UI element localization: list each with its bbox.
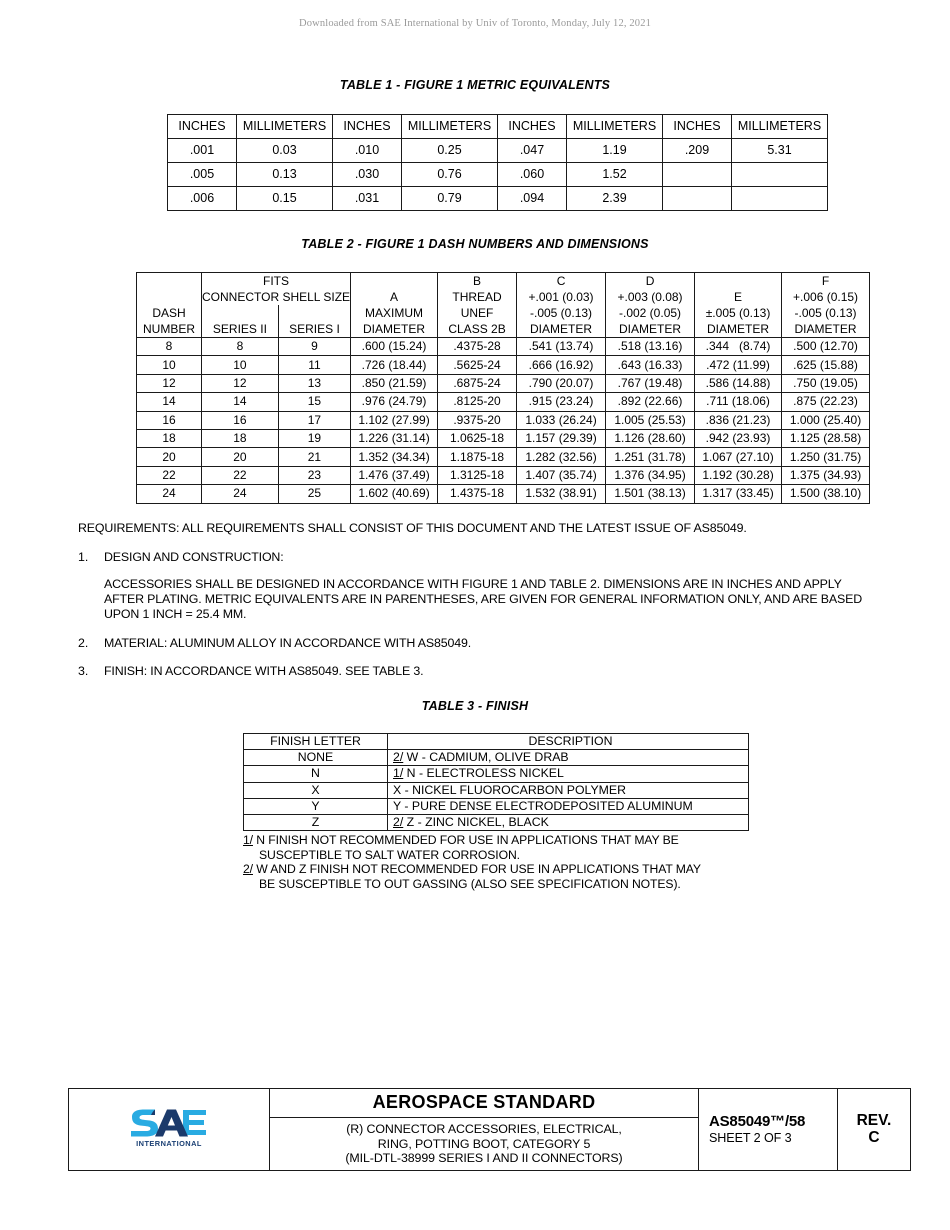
table1-header-cell: MILLIMETERS [237,115,333,139]
table2-cell: .344 (8.74) [695,338,782,356]
table-header-row [137,321,870,338]
table2-cell: 8 [202,338,279,356]
table2-header-c-line: -.005 (0.13) [517,305,606,321]
table1-title: TABLE 1 - FIGURE 1 METRIC EQUIVALENTS [339,78,611,92]
item-2-text: MATERIAL: ALUMINUM ALLOY IN ACCORDANCE WITH AS85049. [104,636,472,650]
revision-value: C [868,1129,880,1147]
table3-title: TABLE 3 - FINISH [421,699,529,713]
table1-cell: .030 [333,163,402,187]
table-row [137,374,870,392]
table2-header-series1-blank [278,305,350,321]
table2-cell: 18 [202,429,279,447]
table2-cell: 1.602 (40.69) [351,485,438,503]
footnote-1-line2: SUSCEPTIBLE TO SALT WATER CORROSION. [259,847,520,862]
table2-cell: .586 (14.88) [695,374,782,392]
table2-header-dash-line2: NUMBER [137,321,202,338]
table2-cell: 1.352 (34.34) [351,448,438,466]
table2-cell: 10 [202,356,279,374]
table3-cell-letter: X [244,782,388,798]
table2-header-e-line: ±.005 (0.13) [695,305,782,321]
table2-cell: 1.317 (33.45) [695,485,782,503]
table-row [244,766,749,782]
table2-cell: .850 (21.59) [351,374,438,392]
table1-cell: 0.15 [237,187,333,211]
table1-cell: 0.79 [402,187,498,211]
table2-header-d: D [606,273,695,290]
table2-cell: .726 (18.44) [351,356,438,374]
table2-cell: .767 (19.48) [606,374,695,392]
table2-cell: 1.102 (27.99) [351,411,438,429]
table-row [244,814,749,830]
table2-cell: 11 [278,356,350,374]
table1-header-cell: INCHES [498,115,567,139]
table2-cell: 1.476 (37.49) [351,466,438,484]
footer-table [68,1088,911,1171]
table3-cell-description [388,766,749,782]
table3-cell-letter: N [244,766,388,782]
table2-cell: 21 [278,448,350,466]
revision-label: REV. [856,1112,892,1130]
designation-cell [699,1089,838,1171]
table3-header-finish-letter: FINISH LETTER [244,734,388,750]
table-row [137,485,870,503]
table-header-row [137,289,870,305]
table2-header-a-line: MAXIMUM [351,305,438,321]
table2-cell: .790 (20.07) [517,374,606,392]
table2-container [136,272,870,504]
table2-cell: 14 [137,393,202,411]
table2-cell: .8125-20 [438,393,517,411]
table2-header-e-line: DIAMETER [695,321,782,338]
table-header-row [168,115,828,139]
table2-cell: 1.532 (38.91) [517,485,606,503]
metric-equivalents-table [167,114,828,211]
table2-cell: 20 [137,448,202,466]
standard-subtitle [270,1118,698,1170]
table1-cell: .209 [663,139,732,163]
table2-cell: 1.4375-18 [438,485,517,503]
document-designation: AS85049™/58 [709,1113,806,1131]
table1-cell [663,163,732,187]
table2-cell: 12 [137,374,202,392]
table1-cell: .060 [498,163,567,187]
footnote-text: W AND Z FINISH NOT RECOMMENDED FOR USE IN APPLICATIONS THAT MAY [252,862,701,877]
table2-cell: 20 [202,448,279,466]
table2-cell: 22 [202,466,279,484]
table-row [137,411,870,429]
table2-header-a-line: DIAMETER [351,321,438,338]
table2-cell: 19 [278,429,350,447]
table2-cell: 24 [202,485,279,503]
table-row [137,448,870,466]
table1-cell: .010 [333,139,402,163]
table2-header-c: C [517,273,606,290]
table2-header-c-line: DIAMETER [517,321,606,338]
table1-header-cell: MILLIMETERS [402,115,498,139]
table2-cell: .500 (12.70) [782,338,870,356]
item-3-number: 3. [78,664,89,678]
table2-header-series2-blank [202,305,279,321]
table2-cell: .643 (16.33) [606,356,695,374]
table1-header-cell: MILLIMETERS [567,115,663,139]
table2-header-dash-line1: DASH [137,305,202,321]
table2-header-fits: FITS [202,273,351,290]
footer-row [69,1089,911,1171]
table3-cell-letter: Y [244,798,388,814]
table2-header-d-line: -.002 (0.05) [606,305,695,321]
table2-cell: 1.192 (30.28) [695,466,782,484]
table2-cell: 13 [278,374,350,392]
footnote-marker: 2/ [243,862,253,877]
sae-logo [121,1108,217,1148]
table2-header-e [695,273,782,290]
table2-cell: .4375-28 [438,338,517,356]
table2-cell: .472 (11.99) [695,356,782,374]
table2-cell: .666 (16.92) [517,356,606,374]
table2-cell: .541 (13.74) [517,338,606,356]
table2-cell: .942 (23.93) [695,429,782,447]
table2-cell: .518 (13.16) [606,338,695,356]
table1-container [167,114,828,211]
table2-cell: 16 [202,411,279,429]
table1-cell: 2.39 [567,187,663,211]
table2-cell: 15 [278,393,350,411]
table-row [244,798,749,814]
footnote-marker: 1/ [243,833,253,847]
item-1-body-line1: ACCESSORIES SHALL BE DESIGNED IN ACCORDANCE WITH FIGURE 1 AND TABLE 2. DIMENSIONS ARE IN INCHES AND APPLY [104,577,842,591]
table-row [137,393,870,411]
table2-cell: 16 [137,411,202,429]
table-header-row [137,273,870,290]
table-row [137,466,870,484]
table2-header-e-line: E [695,289,782,305]
standard-title-cell [270,1089,699,1171]
table2-cell: 1.005 (25.53) [606,411,695,429]
table-row [137,429,870,447]
item-2-number: 2. [78,636,89,650]
table-row [137,356,870,374]
table2-cell: .976 (24.79) [351,393,438,411]
table2-header-series-i: SERIES I [278,321,350,338]
designation-inner [699,1113,837,1145]
footnote-marker: 1/ [393,766,404,781]
table2-header-f-line: -.005 (0.13) [782,305,870,321]
table2-cell: 1.407 (35.74) [517,466,606,484]
table1-cell: .047 [498,139,567,163]
table1-cell [732,163,828,187]
finish-table [243,733,749,831]
table2-cell: 24 [137,485,202,503]
table-header-row [244,734,749,750]
sae-logo-mark [127,1108,211,1138]
table1-header-cell: MILLIMETERS [732,115,828,139]
table2-cell: 10 [137,356,202,374]
table1-header-cell: INCHES [333,115,402,139]
table-row [137,338,870,356]
table2-cell: 1.501 (38.13) [606,485,695,503]
table1-cell: .094 [498,187,567,211]
table2-cell: 18 [137,429,202,447]
revision-cell [838,1089,911,1171]
table2-header-blank [137,289,202,305]
table2-cell: 17 [278,411,350,429]
table2-cell: .6875-24 [438,374,517,392]
table2-cell: 22 [137,466,202,484]
table2-cell: .5625-24 [438,356,517,374]
table2-cell: 9 [278,338,350,356]
table1-cell: 1.52 [567,163,663,187]
table3-cell-letter: NONE [244,750,388,766]
table2-cell: .625 (15.88) [782,356,870,374]
table1-cell: .001 [168,139,237,163]
table1-cell: 0.13 [237,163,333,187]
table2-cell: 1.226 (31.14) [351,429,438,447]
table2-cell: .915 (23.24) [517,393,606,411]
revision-inner [838,1112,910,1146]
table2-cell: 23 [278,466,350,484]
footnotes-block [243,833,701,891]
table2-header-a-line: A [351,289,438,305]
table-row [244,782,749,798]
table1-cell: 0.03 [237,139,333,163]
dash-numbers-dimensions-table [136,272,870,504]
table2-cell: 1.125 (28.58) [782,429,870,447]
table2-cell: .9375-20 [438,411,517,429]
table1-cell [732,187,828,211]
table3-description-text: Z - ZINC NICKEL, BLACK [403,814,549,829]
table2-cell: 1.376 (34.95) [606,466,695,484]
table2-header-d-line: DIAMETER [606,321,695,338]
table1-cell: .005 [168,163,237,187]
table2-header-b-line: UNEF [438,305,517,321]
table2-cell: 25 [278,485,350,503]
table-row [168,187,828,211]
table3-cell-description [388,750,749,766]
footnote-marker: 2/ [393,750,404,765]
table3-cell-description [388,814,749,830]
table3-header-description: DESCRIPTION [388,734,749,750]
table1-cell: .031 [333,187,402,211]
table-row [168,139,828,163]
standard-subtitle-line2: RING, POTTING BOOT, CATEGORY 5 [377,1136,591,1151]
table3-description-text: W - CADMIUM, OLIVE DRAB [403,750,569,765]
table2-cell: 8 [137,338,202,356]
table2-title: TABLE 2 - FIGURE 1 DASH NUMBERS AND DIMENSIONS [301,237,649,251]
table2-cell: .892 (22.66) [606,393,695,411]
table2-cell: 12 [202,374,279,392]
table2-cell: 1.500 (38.10) [782,485,870,503]
table2-cell: 1.157 (29.39) [517,429,606,447]
table2-header-f-line: DIAMETER [782,321,870,338]
aerospace-standard-title: AEROSPACE STANDARD [270,1089,698,1118]
table1-cell: .006 [168,187,237,211]
table1-cell [663,187,732,211]
table3-description-text: N - ELECTROLESS NICKEL [403,766,564,781]
table2-header-f-line: +.006 (0.15) [782,289,870,305]
table2-header-c-line: +.001 (0.03) [517,289,606,305]
table2-cell: 1.251 (31.78) [606,448,695,466]
table2-header-b-line: THREAD [438,289,517,305]
table-row [168,163,828,187]
table2-header-a [351,273,438,290]
table2-cell: .836 (21.23) [695,411,782,429]
table-row [244,750,749,766]
table2-cell: 14 [202,393,279,411]
table-header-row [137,305,870,321]
download-watermark: Downloaded from SAE International by Univ of Toronto, Monday, July 12, 2021 [298,18,651,29]
footnote-marker: 2/ [393,814,404,829]
table2-cell: 1.067 (27.10) [695,448,782,466]
table2-cell: 1.1875-18 [438,448,517,466]
table1-cell: 0.25 [402,139,498,163]
footnote-1-line1 [243,833,701,848]
table2-cell: 1.000 (25.40) [782,411,870,429]
table1-cell: 5.31 [732,139,828,163]
footnote-2-line1 [243,862,701,877]
table2-cell: 1.375 (34.93) [782,466,870,484]
table3-cell-description [388,798,749,814]
sheet-number: SHEET 2 OF 3 [709,1131,792,1146]
table1-header-cell: INCHES [168,115,237,139]
table2-header-connector-shell-size: CONNECTOR SHELL SIZE [202,289,351,304]
table2-cell: 1.250 (31.75) [782,448,870,466]
table2-header-blank [137,273,202,290]
table3-description-text: Y - PURE DENSE ELECTRODEPOSITED ALUMINUM [393,798,693,813]
table3-cell-description [388,782,749,798]
table3-description-text: X - NICKEL FLUOROCARBON POLYMER [393,782,626,797]
footnote-2-line2: BE SUSCEPTIBLE TO OUT GASSING (ALSO SEE SPECIFICATION NOTES). [259,876,681,891]
sae-logo-cell [69,1089,270,1171]
table2-header-b-line: CLASS 2B [438,321,517,338]
sae-international-label: INTERNATIONAL [136,1138,202,1148]
table2-header-f: F [782,273,870,290]
table2-cell: 1.282 (32.56) [517,448,606,466]
item-1-body-line2: AFTER PLATING. METRIC EQUIVALENTS ARE IN PARENTHESES, ARE GIVEN FOR GENERAL INFORMATION ONLY, AND ARE BASED [104,592,863,606]
item-3-text: FINISH: IN ACCORDANCE WITH AS85049. SEE TABLE 3. [104,664,424,678]
table2-cell: .750 (19.05) [782,374,870,392]
item-1-number: 1. [78,550,89,564]
table1-cell: 1.19 [567,139,663,163]
table2-cell: .711 (18.06) [695,393,782,411]
table3-container [243,733,749,831]
table2-cell: 1.126 (28.60) [606,429,695,447]
table2-cell: 1.033 (26.24) [517,411,606,429]
standard-subtitle-line3: (MIL-DTL-38999 SERIES I AND II CONNECTORS) [345,1151,623,1166]
table2-header-b: B [438,273,517,290]
item-1-body-line3: UPON 1 INCH = 25.4 MM. [104,607,247,621]
table2-header-d-line: +.003 (0.08) [606,289,695,305]
standard-subtitle-line1: (R) CONNECTOR ACCESSORIES, ELECTRICAL, [346,1122,622,1136]
table1-header-cell: INCHES [663,115,732,139]
document-footer [68,1088,908,1164]
table2-cell: .600 (15.24) [351,338,438,356]
table2-cell: 1.3125-18 [438,466,517,484]
table2-cell: 1.0625-18 [438,429,517,447]
footnote-text: N FINISH NOT RECOMMENDED FOR USE IN APPLICATIONS THAT MAY BE [252,833,679,847]
table2-header-series-ii: SERIES II [202,321,279,338]
table1-cell: 0.76 [402,163,498,187]
table2-cell: .875 (22.23) [782,393,870,411]
item-1-title: DESIGN AND CONSTRUCTION: [104,550,284,564]
table3-cell-letter: Z [244,814,388,830]
requirements-paragraph: REQUIREMENTS: ALL REQUIREMENTS SHALL CONSIST OF THIS DOCUMENT AND THE LATEST ISSUE OF AS85049. [78,521,747,535]
